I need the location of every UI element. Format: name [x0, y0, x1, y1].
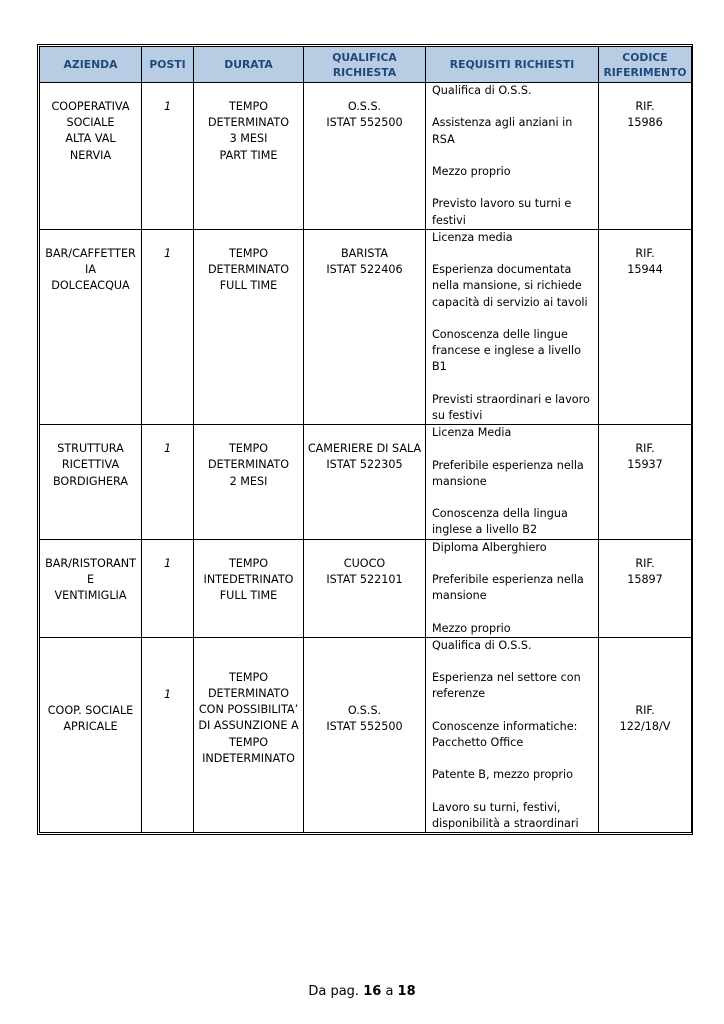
qualifica-cell-line: BARISTA [340, 246, 389, 260]
durata-cell [194, 637, 304, 832]
header-posti: POSTI [142, 47, 194, 83]
durata-cell-line: DETERMINATO [207, 686, 290, 700]
requisiti-cell [426, 229, 599, 424]
codice-cell-line: RIF. [635, 556, 655, 570]
durata-cell [194, 539, 304, 637]
codice-cell-line: 15897 [627, 572, 663, 586]
requisiti-cell [426, 539, 599, 637]
paragraph-gap [432, 99, 594, 115]
qualifica-cell-line: CUOCO [343, 556, 386, 570]
durata-cell-line: INDETERMINATO [202, 751, 295, 765]
azienda-cell [40, 637, 142, 832]
azienda-cell-line: NERVIA [69, 148, 112, 162]
qualifica-cell-line: ISTAT 522101 [326, 572, 403, 586]
paragraph-gap [432, 654, 594, 670]
durata-cell-line: DETERMINATO [207, 116, 290, 130]
codice-cell-line: RIF. [635, 246, 655, 260]
codice-cell [599, 83, 692, 230]
azienda-cell-line: DOLCEACQUA [51, 279, 130, 293]
azienda-cell-line: IA [85, 262, 96, 276]
azienda-cell-line: APRICALE [63, 719, 118, 733]
requisito-line: Conoscenza delle lingue [432, 327, 568, 341]
requisito-line: Licenza media [432, 230, 513, 244]
durata-cell-line: DETERMINATO [207, 262, 290, 276]
requisito-line: disponibilità a straordinari [432, 816, 579, 830]
table-row [40, 425, 692, 539]
table-row [40, 83, 692, 230]
paragraph-gap [432, 180, 594, 196]
paragraph-gap [432, 311, 594, 327]
requisito-line: Conoscenze informatiche: [432, 719, 578, 733]
qualifica-cell-line: ISTAT 522305 [326, 458, 403, 472]
requisito-line: nella mansione, si richiede [432, 279, 582, 293]
azienda-cell-line: BAR/RISTORANT [45, 556, 136, 570]
azienda-cell-line: E [86, 572, 95, 586]
requisiti-cell [426, 425, 599, 539]
durata-cell [194, 83, 304, 230]
codice-cell [599, 425, 692, 539]
durata-cell-line: TEMPO [228, 100, 269, 113]
azienda-cell-line: SOCIALE [66, 116, 115, 130]
posti-cell [142, 539, 194, 637]
paragraph-gap [432, 784, 594, 800]
requisito-line: Previsti straordinari e lavoro [432, 392, 590, 406]
header-qualifica: QUALIFICA RICHIESTA [304, 47, 426, 83]
footer-page-to: 18 [397, 984, 416, 999]
qualifica-cell [304, 229, 426, 424]
requisito-line: su festivi [432, 408, 483, 422]
azienda-cell-line: BORDIGHERA [52, 474, 129, 488]
codice-cell [599, 229, 692, 424]
azienda-cell-line: COOPERATIVA [51, 100, 130, 113]
paragraph-gap [432, 148, 594, 164]
requisito-line: Lavoro su turni, festivi, [432, 800, 561, 814]
footer-separator: a [385, 984, 394, 999]
durata-cell-line: TEMPO [228, 556, 269, 570]
requisiti-cell [426, 83, 599, 230]
durata-cell-line: FULL TIME [219, 588, 278, 602]
header-codice: CODICE RIFERIMENTO [599, 47, 692, 83]
codice-cell-line: 15937 [627, 458, 663, 472]
paragraph-gap [432, 703, 594, 719]
requisito-line: Esperienza nel settore con [432, 671, 581, 685]
qualifica-cell [304, 637, 426, 832]
azienda-cell-line: COOP. SOCIALE [47, 703, 134, 717]
qualifica-cell-line: ISTAT 552500 [326, 116, 403, 130]
qualifica-cell-line: O.S.S. [347, 703, 382, 717]
posti-cell [142, 83, 194, 230]
azienda-cell-line: VENTIMIGLIA [54, 588, 127, 602]
qualifica-cell-line: ISTAT 552500 [326, 719, 403, 733]
requisito-line: Licenza Media [432, 426, 512, 440]
qualifica-cell [304, 425, 426, 539]
durata-cell-line: TEMPO [228, 246, 269, 260]
requisito-line: Diploma Alberghiero [432, 540, 547, 554]
requisito-line: Mezzo proprio [432, 621, 511, 635]
requisiti-cell [426, 637, 599, 832]
header-row [40, 47, 692, 83]
codice-cell-line: 15986 [627, 116, 663, 130]
paragraph-gap [432, 490, 594, 506]
requisito-line: mansione [432, 474, 487, 488]
codice-cell-line: RIF. [635, 703, 655, 717]
requisito-line: Previsto lavoro su turni e [432, 197, 572, 211]
azienda-cell-line: ALTA VAL [65, 132, 116, 146]
footer-page-from: 16 [363, 984, 382, 999]
posti-cell [142, 637, 194, 832]
posti-value: 1 [163, 687, 172, 701]
paragraph-gap [432, 246, 594, 262]
azienda-cell-line: STRUTTURA [57, 442, 124, 456]
posti-cell [142, 425, 194, 539]
requisito-line: Pacchetto Office [432, 735, 524, 749]
posti-value: 1 [163, 442, 172, 456]
posti-cell [142, 229, 194, 424]
azienda-cell [40, 83, 142, 230]
requisito-line: Conoscenza della lingua [432, 507, 568, 521]
paragraph-gap [432, 751, 594, 767]
header-azienda: AZIENDA [40, 47, 142, 83]
durata-cell-line: PART TIME [219, 148, 278, 162]
codice-cell-line: RIF. [635, 442, 655, 456]
requisito-line: Mezzo proprio [432, 164, 511, 178]
requisito-line: referenze [432, 687, 486, 701]
requisito-line: Assistenza agli anziani in RSA [432, 116, 573, 146]
requisito-line: mansione [432, 589, 487, 603]
footer-prefix: Da pag. [308, 984, 360, 999]
durata-cell-line: TEMPO [228, 442, 269, 456]
durata-cell-line: FULL TIME [219, 279, 278, 293]
codice-cell-line: RIF. [635, 100, 655, 113]
qualifica-cell [304, 539, 426, 637]
durata-cell [194, 229, 304, 424]
posti-value: 1 [163, 100, 172, 113]
table-row [40, 637, 692, 832]
paragraph-gap [432, 441, 594, 457]
durata-cell-line: DI ASSUNZIONE A [198, 719, 299, 733]
durata-cell-line: 2 MESI [229, 474, 268, 488]
qualifica-cell-line: O.S.S. [347, 100, 382, 113]
durata-cell-line: 3 MESI [229, 132, 268, 146]
requisito-line: capacità di servizio ai tavoli [432, 295, 588, 309]
codice-cell-line: 122/18/V [619, 719, 671, 733]
azienda-cell [40, 229, 142, 424]
paragraph-gap [432, 556, 594, 572]
qualifica-cell-line: CAMERIERE DI SALA [307, 442, 422, 456]
requisito-line: festivi [432, 213, 466, 227]
codice-cell-line: 15944 [627, 262, 663, 276]
requisito-line: Qualifica di O.S.S. [432, 638, 532, 652]
posti-value: 1 [163, 246, 172, 260]
durata-cell-line: TEMPO [228, 670, 269, 684]
requisito-line: Qualifica di O.S.S. [432, 84, 532, 97]
paragraph-gap [432, 604, 594, 620]
table-row [40, 229, 692, 424]
durata-cell-line: CON POSSIBILITA’ [198, 703, 299, 717]
paragraph-gap [432, 376, 594, 392]
header-durata: DURATA [194, 47, 304, 83]
durata-cell-line: DETERMINATO [207, 458, 290, 472]
azienda-cell [40, 539, 142, 637]
qualifica-cell-line: ISTAT 522406 [326, 262, 403, 276]
durata-cell-line: INTEDETRINATO [203, 572, 294, 586]
codice-cell [599, 539, 692, 637]
page-range-footer [0, 984, 724, 999]
durata-cell [194, 425, 304, 539]
durata-cell-line: TEMPO [228, 735, 269, 749]
requisito-line: francese e inglese a livello B1 [432, 344, 581, 374]
codice-cell [599, 637, 692, 832]
table-row [40, 539, 692, 637]
azienda-cell [40, 425, 142, 539]
azienda-cell-line: BAR/CAFFETTER [45, 246, 136, 260]
job-offers-table [39, 46, 692, 833]
posti-value: 1 [163, 556, 172, 570]
requisito-line: Patente B, mezzo proprio [432, 768, 573, 782]
qualifica-cell [304, 83, 426, 230]
job-offers-table-frame [37, 44, 693, 835]
azienda-cell-line: RICETTIVA [61, 458, 120, 472]
requisito-line: Esperienza documentata [432, 263, 572, 277]
requisito-line: inglese a livello B2 [432, 523, 538, 537]
header-requisiti: REQUISITI RICHIESTI [426, 47, 599, 83]
requisito-line: Preferibile esperienza nella [432, 458, 584, 472]
requisito-line: Preferibile esperienza nella [432, 572, 584, 586]
